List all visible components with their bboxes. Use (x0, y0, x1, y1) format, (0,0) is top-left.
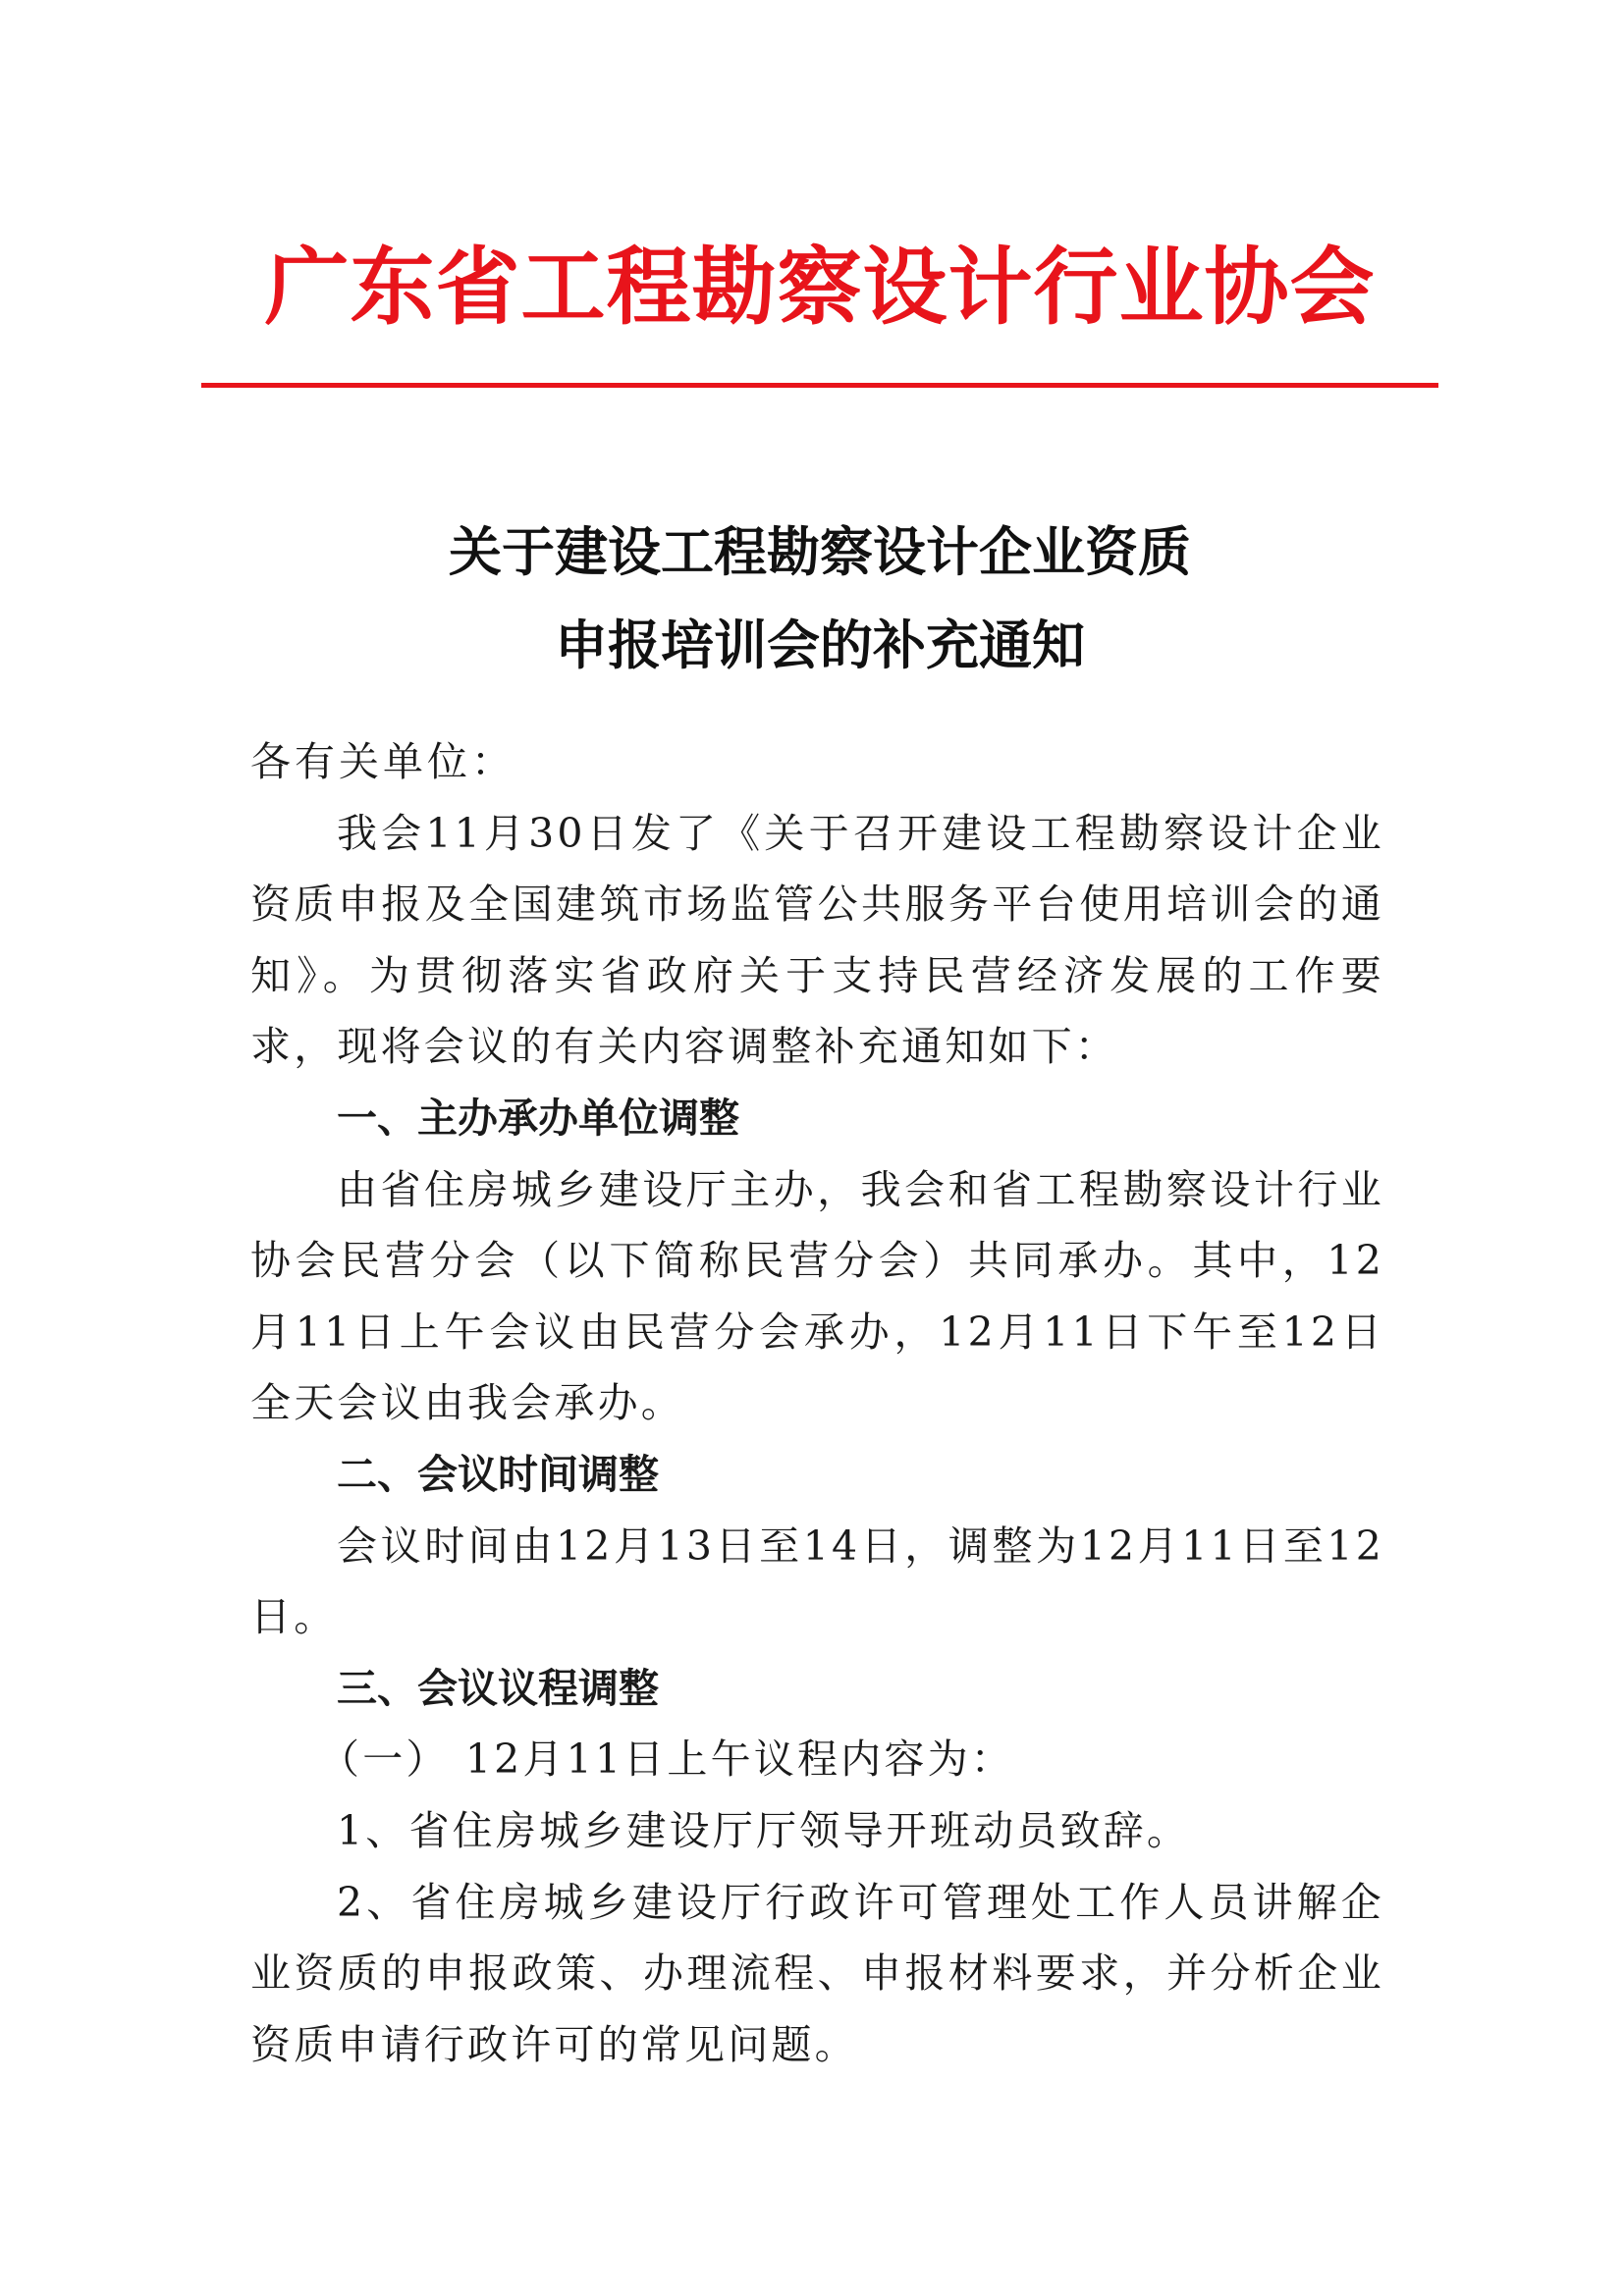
agenda-item-2: 2、省住房城乡建设厅行政许可管理处工作人员讲解企业资质的申报政策、办理流程、申报材料要求，并分析企业资质申请行政许可的常见问题。 (250, 1878, 1384, 2068)
agenda-item-1: 1、省住房城乡建设厅厅领导开班动员致辞。 (337, 1806, 1191, 1854)
document-title (201, 506, 1438, 692)
section-1-paragraph: 由省住房城乡建设厅主办，我会和省工程勘察设计行业协会民营分会（以下简称民营分会）共同承办。其中，12月11日上午会议由民营分会承办，12月11日下午至12日全天会议由我会承办。 (250, 1165, 1384, 1427)
letterhead-org-name: 广东省工程勘察设计行业协会 (264, 239, 1376, 337)
salutation: 各有关单位： (250, 738, 515, 785)
document-body (250, 726, 1384, 2080)
letterhead-red-rule (201, 383, 1438, 388)
section-1-heading: 一、主办承办单位调整 (337, 1094, 739, 1142)
intro-paragraph: 我会11月30日发了《关于召开建设工程勘察设计企业资质申报及全国建筑市场监管公共服务平台使用培训会的通知》。为贯彻落实省政府关于支持民营经济发展的工作要求，现将会议的有关内容调整补充通知如下： (250, 809, 1384, 1071)
section-2-heading: 二、会议时间调整 (337, 1450, 659, 1498)
document-title-line-1: 关于建设工程勘察设计企业资质 (449, 520, 1191, 583)
document-title-line-2: 申报培训会的补充通知 (555, 614, 1085, 676)
section-2-paragraph: 会议时间由12月13日至14日，调整为12月11日至12日。 (250, 1522, 1384, 1641)
section-3-subheading: （一） 12月11日上午议程内容为： (319, 1735, 1014, 1784)
section-3-heading: 三、会议议程调整 (337, 1664, 659, 1712)
